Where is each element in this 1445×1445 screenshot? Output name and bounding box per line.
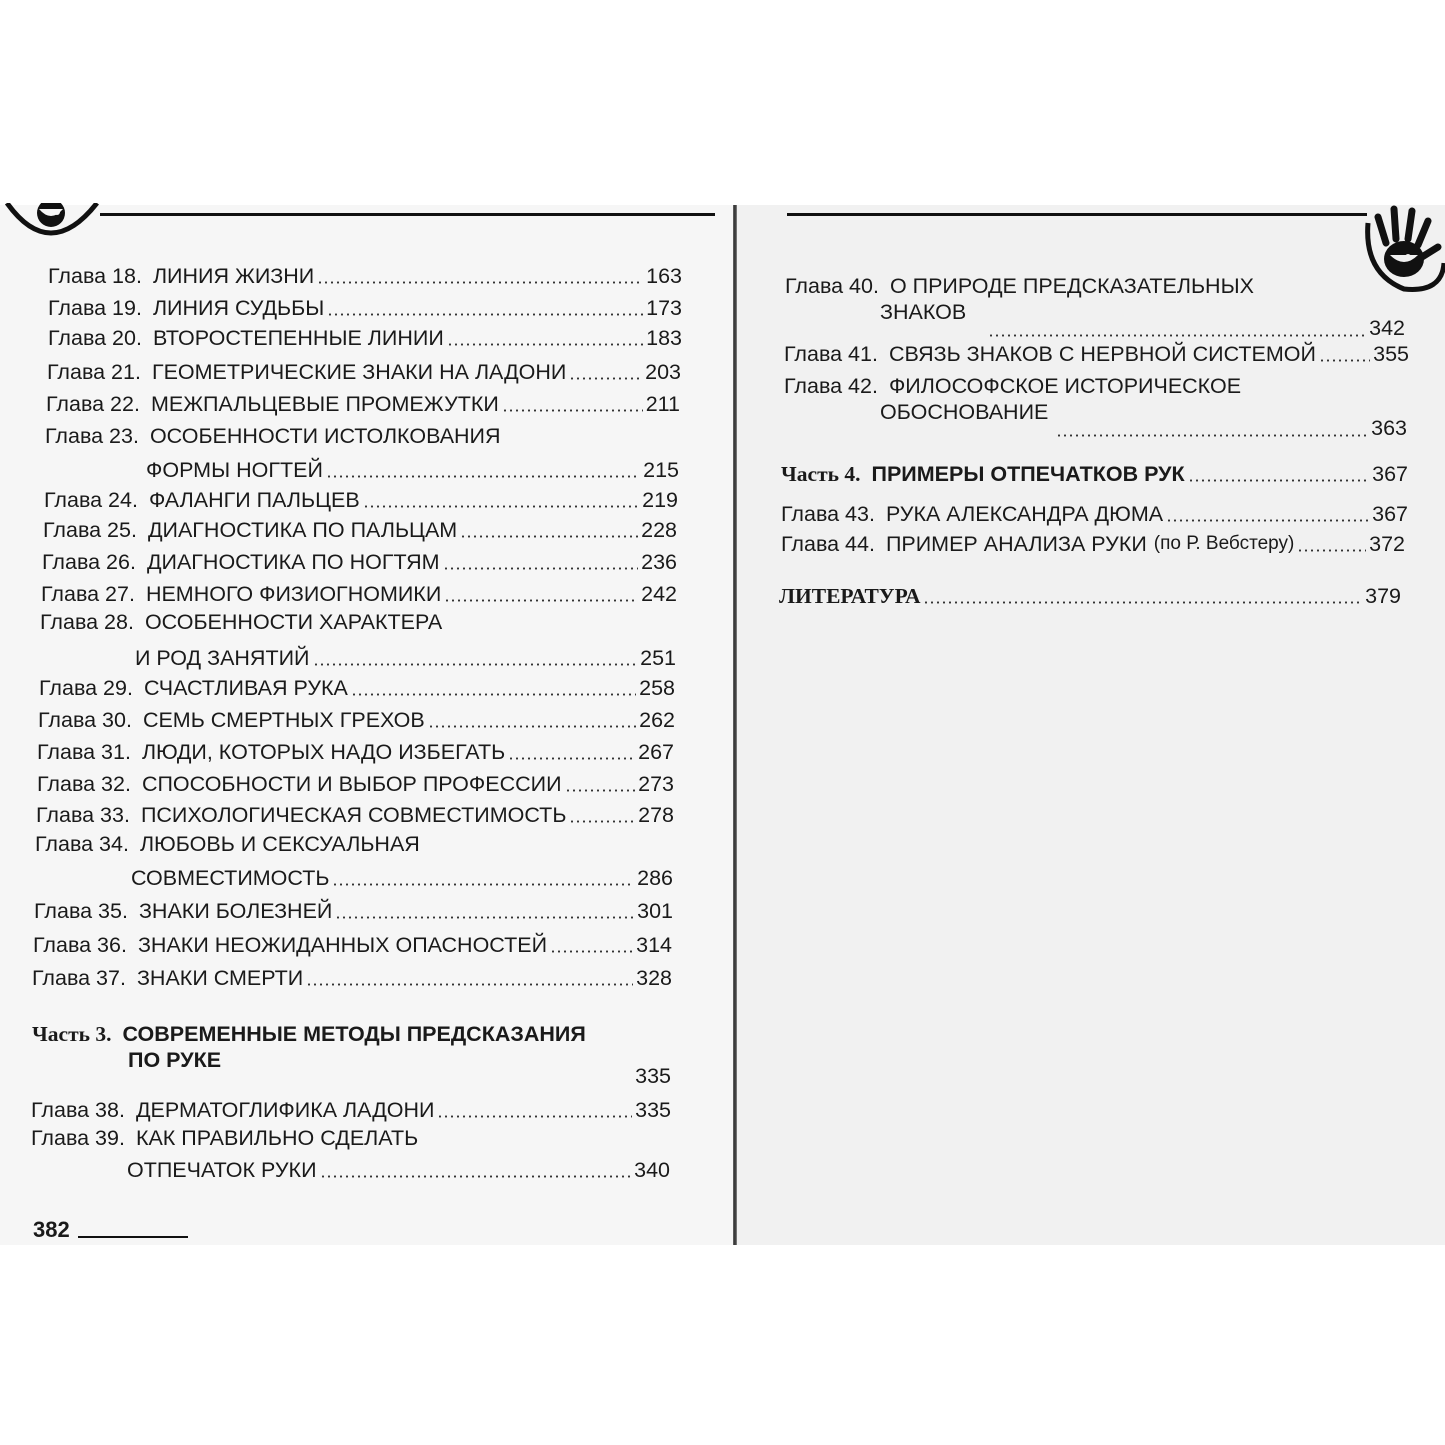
page-number: 228 — [641, 518, 677, 542]
leader-dots — [569, 377, 642, 380]
page-number: 163 — [646, 264, 682, 288]
page-number: 286 — [637, 866, 673, 890]
chapter-title: ВТОРОСТЕПЕННЫЕ ЛИНИИ — [152, 326, 444, 350]
leader-dots — [550, 950, 633, 953]
chapter-label: Глава 25. — [43, 518, 137, 542]
part-label: Часть 4. — [781, 462, 861, 486]
chapter-title: ФАЛАНГИ ПАЛЬЦЕВ — [148, 488, 360, 512]
chapter-title: ДИАГНОСТИКА ПО НОГТЯМ — [146, 550, 440, 574]
toc-entry[interactable] — [38, 707, 675, 733]
part-label: Часть 3. — [32, 1022, 112, 1046]
left-header-rule — [100, 213, 715, 216]
chapter-title: ЛИНИЯ СУДЬБЫ — [152, 296, 325, 320]
chapter-label: Глава 41. — [784, 342, 878, 366]
chapter-label: Глава 39. — [31, 1126, 125, 1150]
page-number: 215 — [643, 458, 679, 482]
toc-entry[interactable] — [34, 898, 673, 924]
literature-title: ЛИТЕРАТУРА — [779, 584, 921, 608]
page-number: 367 — [1372, 462, 1408, 486]
chapter-label: Глава 35. — [34, 899, 128, 923]
leader-dots — [1056, 434, 1368, 437]
chapter-title: ОСОБЕННОСТИ ХАРАКТЕРА — [144, 610, 443, 634]
toc-entry-first-line[interactable] — [784, 373, 1404, 399]
toc-entry[interactable] — [33, 932, 672, 958]
leader-dots — [1297, 549, 1366, 552]
page-number: 273 — [638, 772, 674, 796]
toc-entry[interactable] — [48, 263, 682, 289]
leader-dots — [326, 475, 640, 478]
leader-dots — [363, 505, 639, 508]
literature-heading[interactable] — [779, 583, 1401, 609]
toc-entry[interactable] — [48, 295, 682, 321]
page-number: 242 — [641, 582, 677, 606]
part3-heading-second-line[interactable] — [128, 1047, 671, 1088]
page-number: 236 — [641, 550, 677, 574]
chapter-title: СПОСОБНОСТИ И ВЫБОР ПРОФЕССИИ — [141, 772, 562, 796]
chapter-label: Глава 33. — [36, 803, 130, 827]
chapter-title: ЗНАКИ БОЛЕЗНЕЙ — [138, 899, 333, 923]
chapter-title: ПСИХОЛОГИЧЕСКАЯ СОВМЕСТИМОСТЬ — [140, 803, 567, 827]
part-title: ПРИМЕРЫ ОТПЕЧАТКОВ РУК — [871, 462, 1185, 486]
chapter-title-continued: ОТПЕЧАТОК РУКИ — [127, 1158, 317, 1182]
toc-entry-first-line[interactable] — [31, 1125, 671, 1151]
toc-entry[interactable] — [31, 1097, 671, 1123]
toc-entry[interactable] — [32, 965, 672, 991]
page-number: 211 — [645, 392, 680, 416]
chapter-note: (по Р. Вебстеру) — [1153, 533, 1295, 554]
chapter-title: ПРИМЕР АНАЛИЗА РУКИ — [885, 532, 1147, 556]
leader-dots — [320, 1175, 632, 1178]
page-number: 355 — [1373, 342, 1409, 366]
chapter-label: Глава 43. — [781, 502, 875, 526]
leader-dots — [313, 663, 638, 666]
leader-dots — [428, 725, 636, 728]
toc-entry[interactable] — [37, 771, 674, 797]
chapter-title-continued: ФОРМЫ НОГТЕЙ — [146, 458, 323, 482]
page-number: 219 — [642, 488, 678, 512]
page-number: 328 — [636, 966, 672, 990]
chapter-label: Глава 36. — [33, 933, 127, 957]
leader-dots — [332, 883, 634, 886]
chapter-label: Глава 27. — [41, 582, 135, 606]
part-title-continued: ПО РУКЕ — [128, 1048, 222, 1072]
leader-dots — [1188, 479, 1370, 482]
chapter-label: Глава 23. — [45, 424, 139, 448]
page-number: 363 — [1371, 416, 1407, 440]
page-number: 335 — [635, 1098, 671, 1122]
chapter-title: КАК ПРАВИЛЬНО СДЕЛАТЬ — [135, 1126, 419, 1150]
leader-dots — [443, 567, 639, 570]
page-number: 367 — [1372, 502, 1408, 526]
chapter-label: Глава 30. — [38, 708, 132, 732]
toc-entry[interactable] — [48, 325, 682, 351]
chapter-title: РУКА АЛЕКСАНДРА ДЮМА — [885, 502, 1164, 526]
leader-dots — [569, 820, 635, 823]
toc-entry[interactable] — [781, 501, 1408, 527]
chapter-title: МЕЖПАЛЬЦЕВЫЕ ПРОМЕЖУТКИ — [150, 392, 499, 416]
page-number: 173 — [646, 296, 682, 320]
toc-entry[interactable] — [43, 517, 677, 543]
page-number: 267 — [638, 740, 674, 764]
chapter-label: Глава 20. — [48, 326, 142, 350]
leader-dots — [923, 601, 1362, 604]
book-gutter — [733, 205, 737, 1245]
leader-dots — [502, 409, 643, 412]
chapter-title-continued: И РОД ЗАНЯТИЙ — [135, 646, 310, 670]
toc-entry[interactable] — [42, 549, 677, 575]
chapter-label: Глава 32. — [37, 772, 131, 796]
page-folio: 382 — [33, 1217, 70, 1242]
chapter-title: ОСОБЕННОСТИ ИСТОЛКОВАНИЯ — [149, 424, 501, 448]
leader-dots — [1166, 519, 1369, 522]
page-number: 183 — [646, 326, 682, 350]
toc-entry-second-line[interactable] — [135, 645, 676, 671]
toc-entry[interactable] — [37, 739, 674, 765]
chapter-label: Глава 37. — [32, 966, 126, 990]
left-page — [0, 205, 735, 1245]
toc-entry-second-line[interactable] — [880, 399, 1407, 440]
chapter-title: ЛЮДИ, КОТОРЫХ НАДО ИЗБЕГАТЬ — [141, 740, 506, 764]
toc-entry[interactable] — [41, 581, 677, 607]
chapter-label: Глава 38. — [31, 1098, 125, 1122]
chapter-label: Глава 40. — [785, 274, 879, 298]
chapter-label: Глава 31. — [37, 740, 131, 764]
leader-dots — [460, 535, 638, 538]
page-number: 278 — [638, 803, 674, 827]
page-number: 379 — [1365, 584, 1401, 608]
leader-dots — [335, 916, 634, 919]
chapter-label: Глава 18. — [48, 264, 142, 288]
leader-dots — [351, 693, 636, 696]
chapter-title-continued: ЗНАКОВ — [880, 300, 967, 324]
toc-entry[interactable] — [46, 391, 680, 417]
page-number: 262 — [639, 708, 675, 732]
chapter-label: Глава 34. — [35, 832, 129, 856]
chapter-title: ДИАГНОСТИКА ПО ПАЛЬЦАМ — [147, 518, 458, 542]
chapter-title: ЗНАКИ СМЕРТИ — [136, 966, 304, 990]
right-page — [737, 205, 1445, 1245]
toc-entry[interactable] — [36, 802, 674, 828]
toc-entry[interactable] — [784, 341, 1409, 367]
leader-dots — [1319, 359, 1370, 362]
leader-dots — [988, 334, 1366, 337]
leader-dots — [437, 1115, 632, 1118]
page-number: 372 — [1369, 532, 1405, 556]
chapter-title-continued: СОВМЕСТИМОСТЬ — [131, 866, 330, 890]
leader-dots — [565, 789, 636, 792]
chapter-title: ЛЮБОВЬ И СЕКСУАЛЬНАЯ — [139, 832, 420, 856]
chapter-label: Глава 28. — [40, 610, 134, 634]
chapter-title: О ПРИРОДЕ ПРЕДСКАЗАТЕЛЬНЫХ — [889, 274, 1254, 298]
folio-rule — [78, 1236, 188, 1238]
toc-entry-second-line[interactable] — [146, 457, 679, 483]
part4-heading[interactable] — [781, 461, 1408, 487]
right-header-rule — [787, 213, 1367, 216]
part3-heading-first-line[interactable] — [32, 1021, 672, 1047]
chapter-title: ЗНАКИ НЕОЖИДАННЫХ ОПАСНОСТЕЙ — [137, 933, 548, 957]
chapter-title: ФИЛОСОФСКОЕ ИСТОРИЧЕСКОЕ — [888, 374, 1242, 398]
leader-dots — [444, 599, 638, 602]
page-number: 203 — [645, 360, 681, 384]
toc-entry-first-line[interactable] — [45, 423, 679, 449]
toc-entry-second-line[interactable] — [131, 865, 673, 891]
chapter-title-continued: ОБОСНОВАНИЕ — [880, 400, 1049, 424]
chapter-label: Глава 26. — [42, 550, 136, 574]
chapter-label: Глава 24. — [44, 488, 138, 512]
chapter-title: НЕМНОГО ФИЗИОГНОМИКИ — [145, 582, 442, 606]
page-number: 258 — [639, 676, 675, 700]
toc-entry[interactable] — [44, 487, 678, 513]
toc-entry-first-line[interactable] — [35, 831, 673, 857]
leader-dots — [327, 313, 643, 316]
toc-entry-second-line[interactable] — [127, 1157, 670, 1183]
page-number: 342 — [1369, 316, 1405, 340]
chapter-label: Глава 29. — [39, 676, 133, 700]
toc-entry-first-line[interactable] — [40, 609, 676, 635]
yin-yang-icon — [5, 203, 100, 245]
chapter-title: ГЕОМЕТРИЧЕСКИЕ ЗНАКИ НА ЛАДОНИ — [151, 360, 567, 384]
chapter-title: ЛИНИЯ ЖИЗНИ — [152, 264, 315, 288]
leader-dots — [447, 343, 643, 346]
chapter-label: Глава 44. — [781, 532, 875, 556]
chapter-label: Глава 19. — [48, 296, 142, 320]
leader-dots — [317, 281, 643, 284]
part-title: СОВРЕМЕННЫЕ МЕТОДЫ ПРЕДСКАЗАНИЯ — [122, 1022, 586, 1046]
page-number: 335 — [635, 1064, 671, 1088]
toc-entry[interactable] — [39, 675, 675, 701]
leader-dots — [508, 757, 635, 760]
book-spread — [0, 205, 1445, 1245]
toc-entry[interactable] — [47, 359, 681, 385]
chapter-title: СЧАСТЛИВАЯ РУКА — [143, 676, 348, 700]
leader-dots — [306, 983, 633, 986]
page-number: 301 — [637, 899, 673, 923]
toc-entry[interactable] — [781, 531, 1405, 557]
chapter-title: ДЕРМАТОГЛИФИКА ЛАДОНИ — [135, 1098, 435, 1122]
chapter-title: СЕМЬ СМЕРТНЫХ ГРЕХОВ — [142, 708, 425, 732]
chapter-title: СВЯЗЬ ЗНАКОВ С НЕРВНОЙ СИСТЕМОЙ — [888, 342, 1316, 366]
chapter-label: Глава 42. — [784, 374, 878, 398]
toc-entry-second-line[interactable] — [880, 299, 1405, 340]
chapter-label: Глава 22. — [46, 392, 140, 416]
chapter-label: Глава 21. — [47, 360, 141, 384]
page-number: 314 — [636, 933, 672, 957]
page-number: 340 — [634, 1158, 670, 1182]
page-number: 251 — [640, 646, 676, 670]
toc-entry-first-line[interactable] — [785, 273, 1405, 299]
